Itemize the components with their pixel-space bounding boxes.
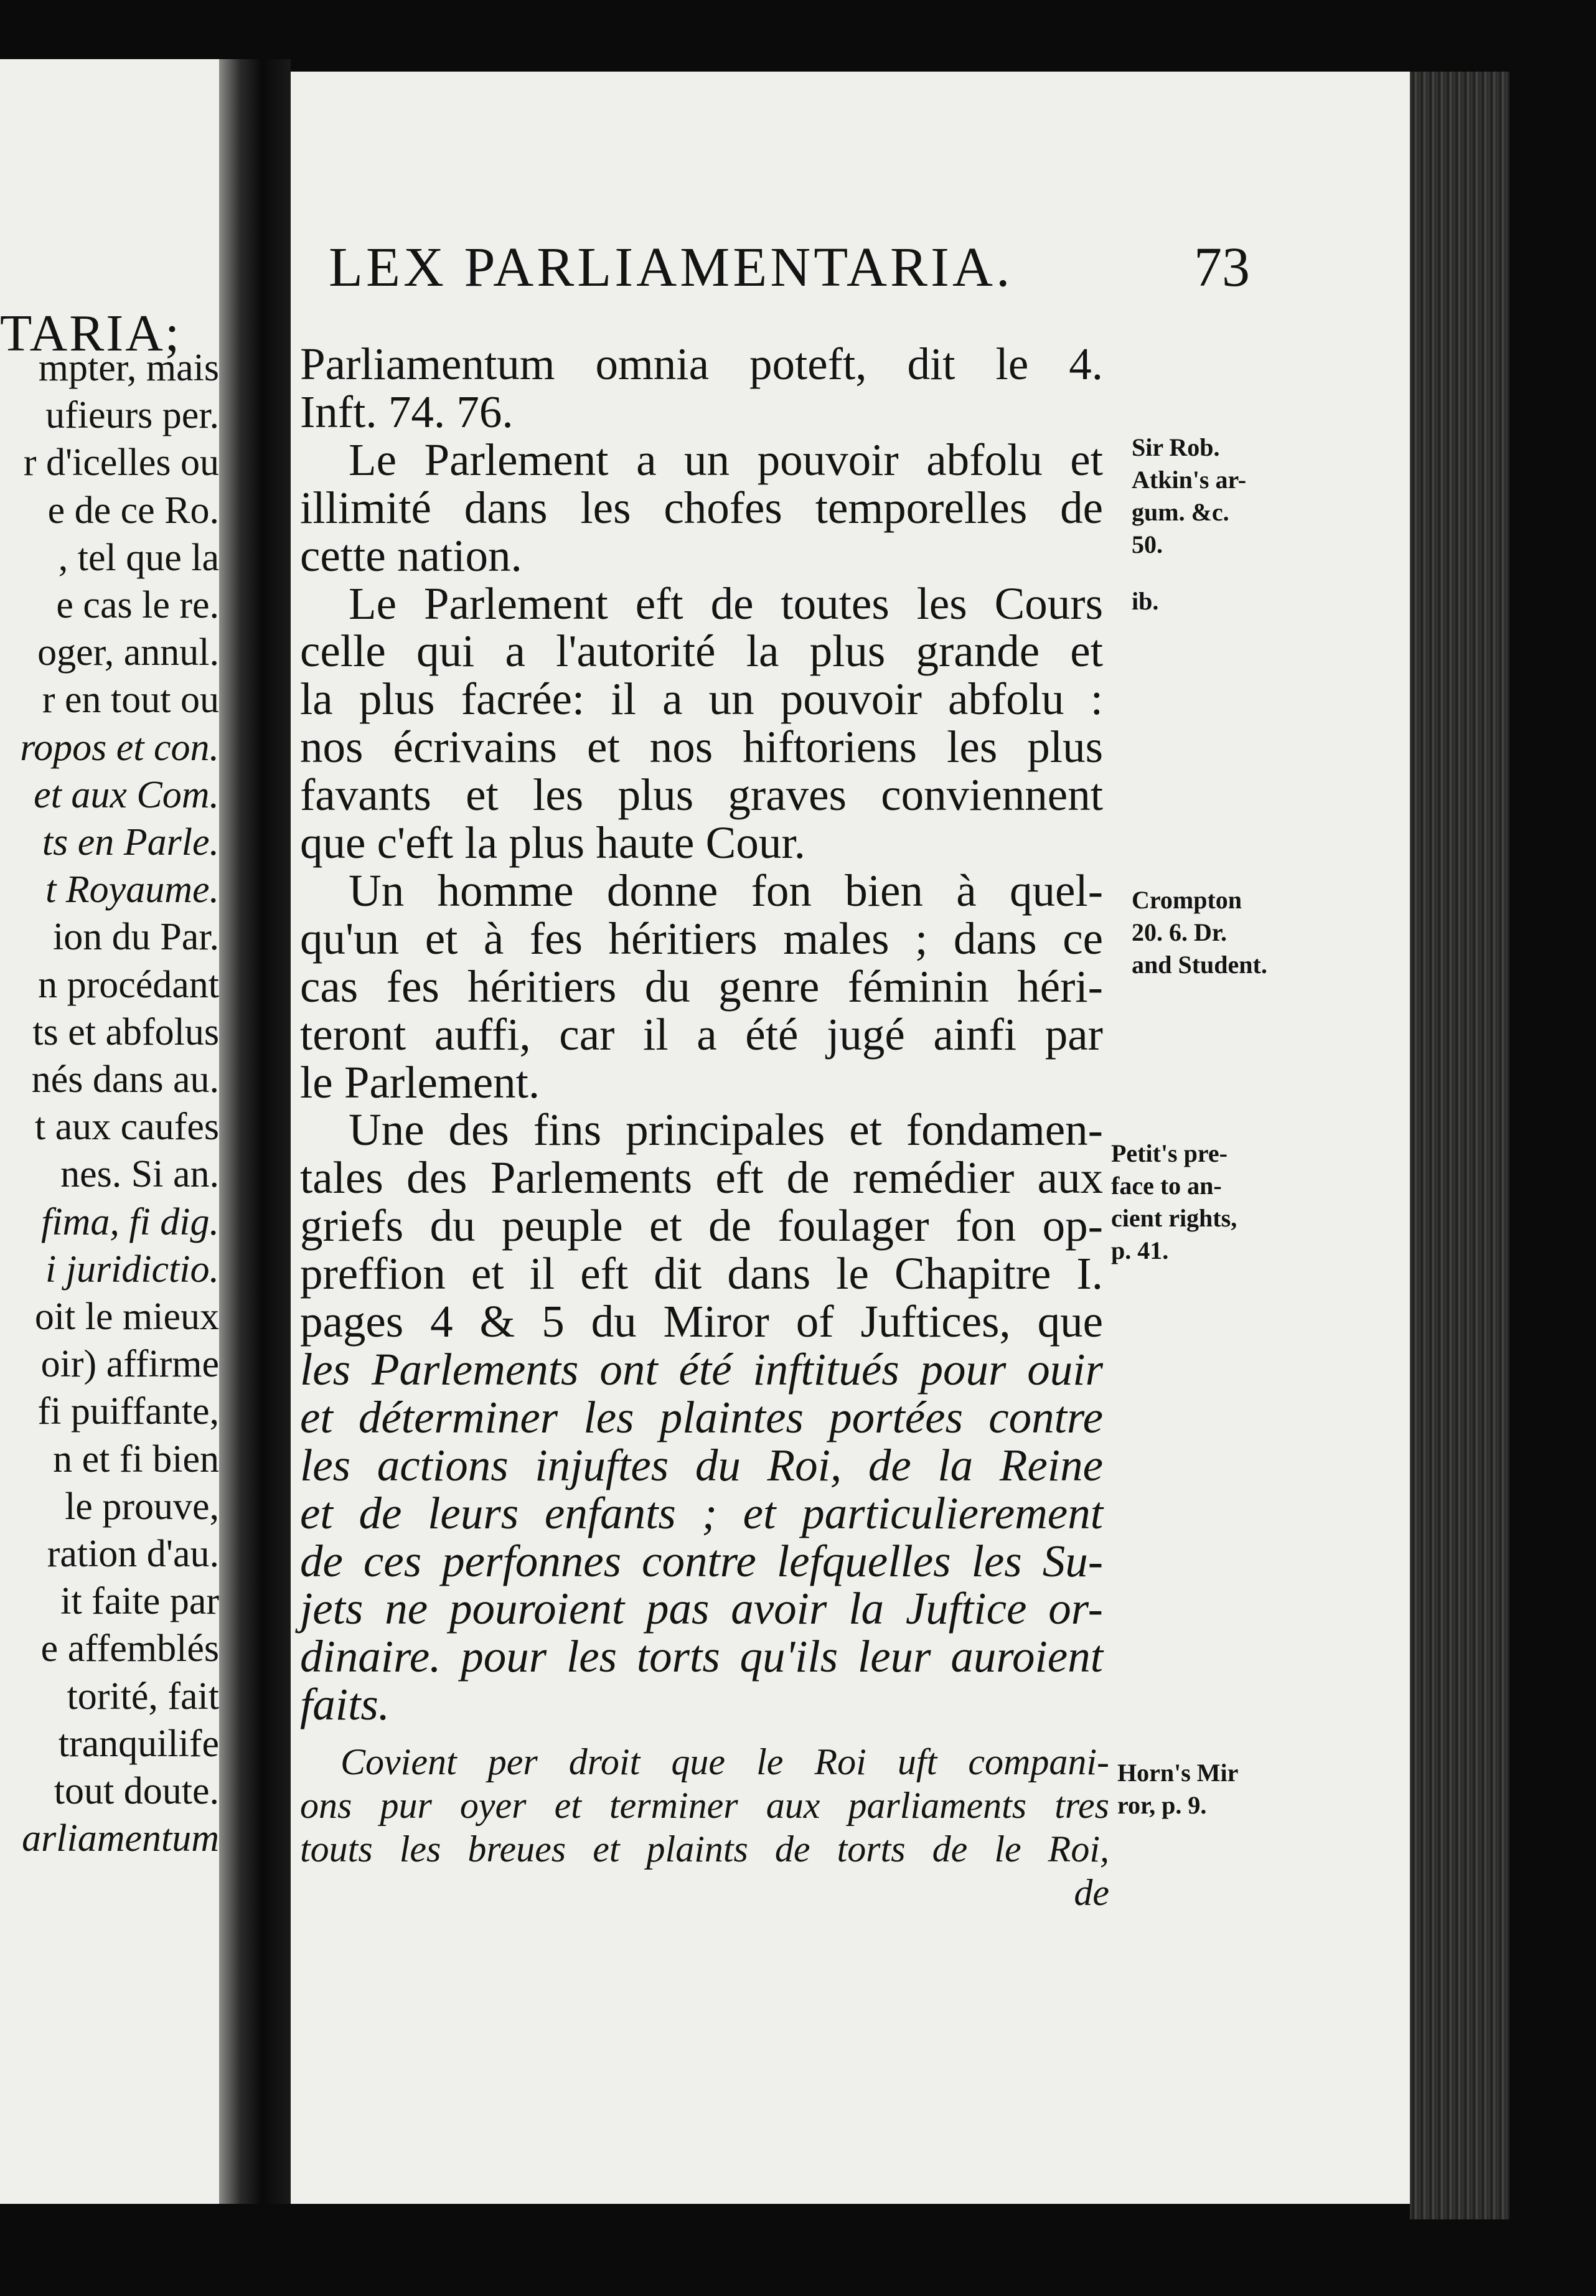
margin-note-line: and Student. [1132,951,1267,979]
left-text-line: ufieurs per. [45,394,219,437]
left-text-line: ion du Par. [53,916,219,959]
left-text-line: tranquilife [58,1722,219,1765]
quote-line: touts les breues et plaints de torts de le Roi, [300,1828,1109,1870]
margin-note-line: face to an- [1111,1172,1222,1200]
left-text-line: nés dans au. [31,1058,219,1101]
book-gutter [219,59,291,2204]
text-line: que c'eft la plus haute Cour. [300,817,805,868]
text-line: favants et les plus graves conviennent [300,769,1103,821]
text-line: la plus facrée: il a un pouvoir abfolu : [300,674,1103,725]
text-line: Une des fins principales et fondamen- [349,1104,1103,1155]
text-line: jets ne pouroient pas avoir la Juftice or- [300,1583,1103,1634]
margin-note-line: 50. [1132,530,1163,558]
quote-line: ons pur oyer et terminer aux parliaments tres [300,1785,1109,1826]
text-line: pages 4 & 5 du Miror of Juftices, que [300,1296,1103,1347]
left-text-line: r d'icelles ou [23,441,219,484]
left-text-line: nes. Si an. [60,1153,219,1196]
margin-note [1132,884,1267,981]
page-number: 73 [1194,237,1250,298]
text-line: et de leurs enfants ; et particulierement [300,1487,1103,1538]
left-text-line: oger, annul. [37,631,219,674]
margin-note-line: Atkin's ar- [1132,466,1247,494]
left-text-line: e cas le re. [56,584,219,626]
running-head: LEX PARLIAMENTARIA. [329,237,1013,298]
margin-note [1111,1137,1237,1267]
text-line: Un homme donne fon bien à quel- [349,865,1103,916]
text-line: tales des Parlements eft de remédier aux [300,1152,1103,1203]
text-line: Le Parlement a un pouvoir abfolu et [349,434,1103,485]
left-text-line: e de ce Ro. [47,489,219,532]
left-text-line: tout doute. [54,1770,219,1812]
margin-note-line: Crompton [1132,886,1242,914]
left-text-line: ts en Parle. [42,821,219,863]
margin-note-line: gum. &c. [1132,498,1229,526]
text-line: teront auffi, car il a été jugé ainfi par [300,1009,1103,1060]
text-line: Parliamentum omnia poteft, dit le 4. [300,339,1103,389]
margin-note-line: ib. [1132,587,1159,615]
text-line: les Parlements ont été inftitués pour ouir [300,1343,1103,1395]
margin-note-line: 20. 6. Dr. [1132,918,1227,946]
page-edges [1410,72,1509,2219]
left-text-line: torité, fait [67,1675,219,1718]
left-text-line: arliamentum [22,1817,219,1860]
text-line: qu'un et à fes héritiers males ; dans ce [300,913,1103,964]
quote-line: de [1074,1872,1109,1913]
text-line: illimité dans les chofes temporelles de [300,482,1103,533]
text-line: Le Parlement eft de toutes les Cours [349,578,1103,629]
left-text-line: t aux caufes [34,1106,219,1149]
text-line: Inft. 74. 76. [300,386,514,437]
left-text-line: fima, fi dig. [41,1200,219,1243]
text-line: dinaire. pour les torts qu'ils leur auroient [300,1631,1103,1682]
text-line: celle qui a l'autorité la plus grande et [300,626,1103,677]
quote-line: Covient per droit que le Roi uft compani- [340,1741,1109,1782]
margin-note-line: p. 41. [1111,1236,1169,1264]
left-text-line: ration d'au. [47,1533,219,1575]
margin-note-line: Horn's Mir [1117,1759,1239,1787]
margin-note [1132,585,1158,618]
left-text-line: i juridictio. [45,1248,219,1291]
margin-note-line: Petit's pre- [1111,1139,1228,1167]
text-line: les actions injuftes du Roi, de la Reine [300,1439,1103,1490]
left-text-line: ropos et con. [20,726,219,769]
left-running-head: TARIA; [0,304,182,362]
left-text-line: et aux Com. [34,773,219,816]
left-text-line: le prouve, [65,1485,219,1528]
left-page [0,59,240,2204]
margin-note-line: Sir Rob. [1132,433,1220,461]
text-line: cette nation. [300,530,522,581]
text-line: de ces perfonnes contre lefquelles les Su- [300,1535,1103,1586]
text-line: et déterminer les plaintes portées contre [300,1391,1103,1442]
left-text-line: r en tout ou [42,679,219,722]
margin-note [1117,1757,1238,1822]
text-line: le Parlement. [300,1056,540,1108]
left-text-line: t Royaume. [45,868,219,911]
left-text-line: mpter, mais [38,347,219,389]
left-text-line: e affemblés [40,1627,219,1670]
margin-note-line: ror, p. 9. [1117,1791,1207,1819]
text-line: preffion et il eft dit dans le Chapitre I. [300,1248,1103,1299]
left-text-line: it faite par [60,1580,219,1623]
text-line: faits. [300,1679,390,1730]
margin-note [1132,431,1246,561]
left-text-line: oit le mieux [34,1296,219,1338]
left-text-line: ts et abfolus [32,1010,219,1053]
margin-note-line: cient rights, [1111,1204,1237,1232]
text-line: nos écrivains et nos hiftoriens les plus [300,722,1103,773]
left-text-line: n procédant [38,963,219,1006]
left-text-line: fi puiffante, [37,1390,219,1433]
left-text-line: , tel que la [58,536,219,579]
text-line: griefs du peuple et de foulager fon op- [300,1200,1103,1251]
left-text-line: oir) affirme [40,1343,219,1386]
left-text-line: n et fi bien [53,1437,219,1480]
text-line: cas fes héritiers du genre féminin héri- [300,961,1103,1012]
